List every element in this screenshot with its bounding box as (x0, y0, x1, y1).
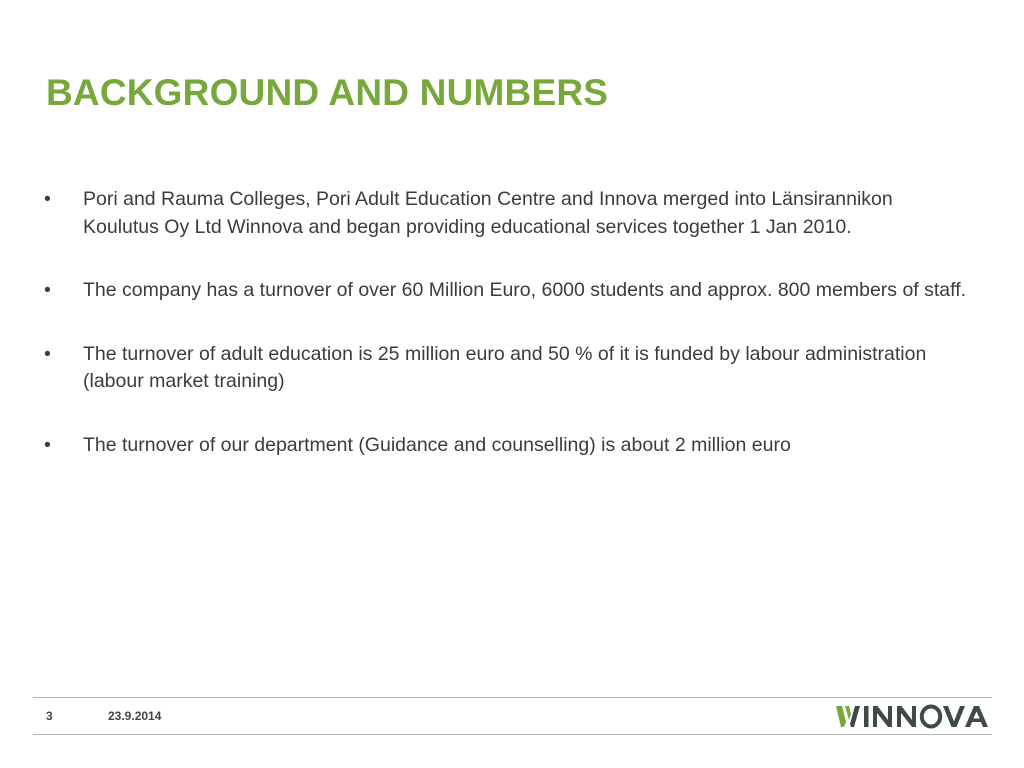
footer-date: 23.9.2014 (108, 709, 162, 723)
footer-divider-top (33, 697, 992, 698)
bullet-list (44, 186, 974, 495)
logo-w-dark-stroke (850, 706, 860, 727)
bullet-item-department (44, 432, 974, 460)
bullet-text: The company has a turnover of over 60 Million Euro, 6000 students and approx. 800 members of staff. (83, 279, 967, 301)
bullet-marker: • (44, 342, 51, 365)
logo-w-green-stroke (836, 706, 846, 727)
bullet-marker: • (44, 188, 51, 210)
logo-letter-i (864, 706, 869, 727)
bullet-text: Pori and Rauma Colleges, Pori Adult Education Centre and Innova merged into Länsirannikon Koulutus Oy Ltd Winnova and began providing educational services together 1 Jan 2010. (83, 188, 893, 238)
logo-letter-n1 (873, 706, 892, 727)
bullet-text: The turnover of our department (Guidance and counselling) is about 2 million euro (83, 433, 791, 456)
page-number: 3 (46, 709, 53, 723)
logo-w-green-stroke-2 (845, 706, 851, 720)
bullet-item-turnover (44, 277, 974, 305)
bullet-marker: • (44, 433, 51, 456)
bullet-item-adult-education (44, 341, 974, 396)
winnova-logo (836, 703, 992, 729)
slide-title: BACKGROUND AND NUMBERS (46, 72, 609, 113)
bullet-item-merger (44, 186, 974, 241)
logo-letter-n2 (897, 706, 916, 727)
bullet-text: The turnover of adult education is 25 million euro and 50 % of it is funded by labour administration (labour market training) (83, 342, 927, 392)
logo-letter-o (922, 707, 940, 727)
logo-letter-v (943, 706, 965, 727)
footer-divider-bottom (33, 734, 992, 735)
bullet-marker: • (44, 279, 51, 301)
